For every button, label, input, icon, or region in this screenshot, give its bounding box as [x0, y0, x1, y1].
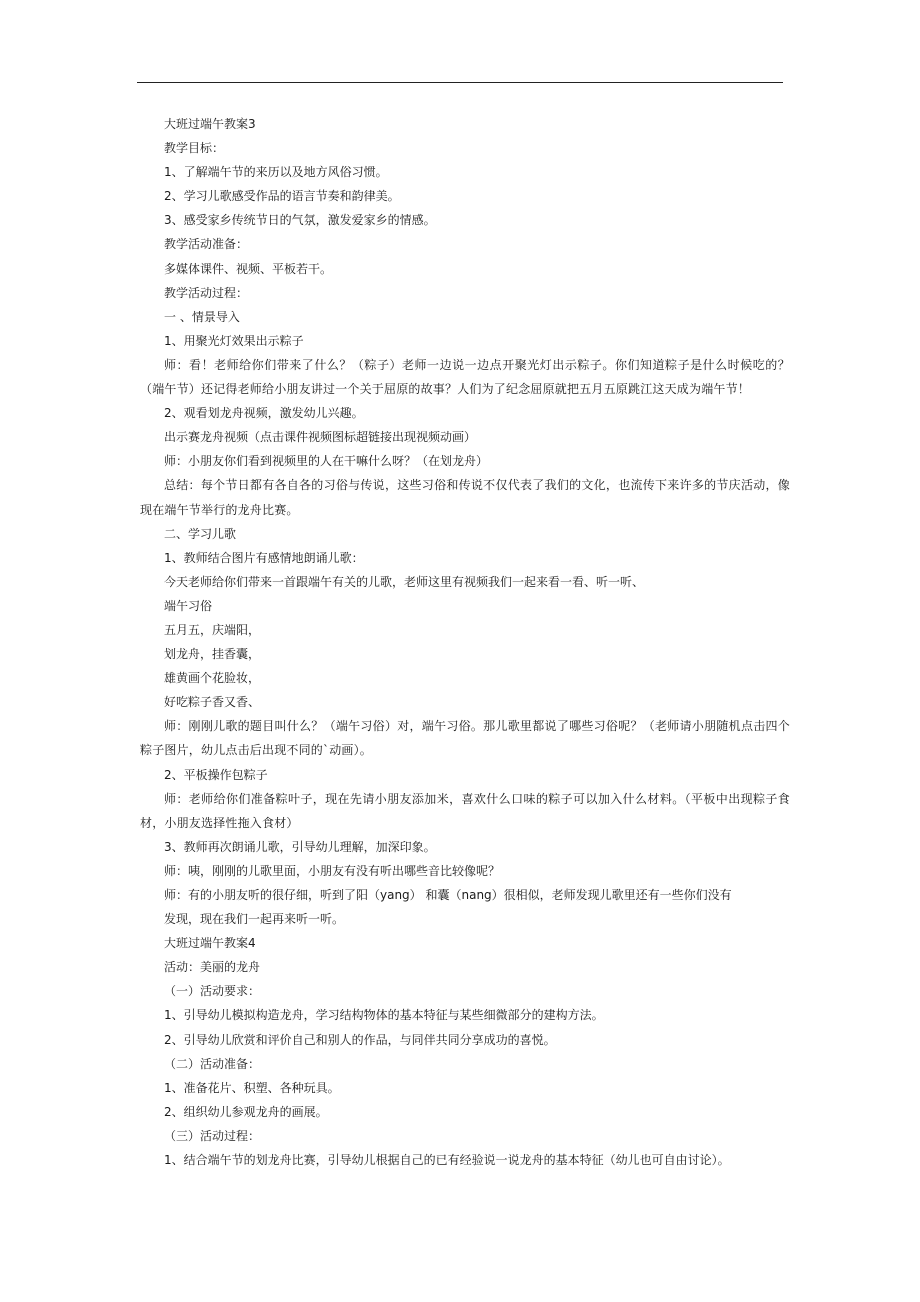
section-heading: 教学活动过程：: [164, 285, 249, 300]
section-heading: （三）活动过程：: [164, 1128, 261, 1143]
poem-line: 五月五，庆端阳，: [164, 622, 261, 637]
list-item: 2、平板操作包粽子: [164, 767, 268, 782]
paragraph: 师：小朋友你们看到视频里的人在干嘛什么呀？（在划龙舟）: [164, 454, 489, 469]
paragraph: 发现，现在我们一起再来听一听。: [164, 912, 345, 927]
list-item: 3、教师再次朗诵儿歌，引导幼儿理解，加深印象。: [164, 839, 436, 854]
poem-line: 雄黄画个花脸妆，: [164, 671, 261, 686]
list-item: 2、学习儿歌感受作品的语言节奏和韵律美。: [164, 189, 400, 204]
list-item: 3、感受家乡传统节日的气氛，激发爱家乡的情感。: [164, 213, 436, 228]
paragraph: 师：有的小朋友听的很仔细，听到了阳（yang） 和囊（nang）很相似，老师发现儿歌里还有一些你们没有: [164, 888, 732, 902]
section-heading: 二、学习儿歌: [164, 526, 237, 541]
lesson-title: 大班过端午教案3: [164, 117, 256, 131]
poem-title: 端午习俗: [164, 598, 213, 613]
section-heading: 一 、情景导入: [164, 309, 240, 324]
list-item: 1、教师结合图片有感情地朗诵儿歌：: [164, 550, 364, 565]
document-body: [140, 112, 790, 1172]
section-heading: （二）活动准备：: [164, 1056, 261, 1071]
paragraph: 多媒体课件、视频、平板若干。: [164, 261, 333, 276]
list-item: 2、引导幼儿欣赏和评价自己和别人的作品，与同伴共同分享成功的喜悦。: [164, 1032, 556, 1047]
paragraph: 今天老师给你们带来一首跟端午有关的儿歌，老师这里有视频我们一起来看一看、听一听、: [164, 574, 645, 589]
paragraph: 出示赛龙舟视频（点击课件视频图标超链接出现视频动画）: [164, 430, 477, 445]
list-item: 2、组织幼儿参观龙舟的画展。: [164, 1104, 328, 1119]
section-heading: （一）活动要求：: [164, 984, 261, 999]
paragraph: 师：咦，刚刚的儿歌里面，小朋友有没有听出哪些音比较像呢？: [164, 863, 501, 878]
poem-line: 好吃粽子香又香、: [164, 695, 261, 710]
paragraph: 活动：美丽的龙舟: [164, 960, 261, 975]
list-item: 2、观看划龙舟视频，激发幼儿兴趣。: [164, 406, 364, 421]
list-item: 1、结合端午节的划龙舟比赛，引导幼儿根据自己的已有经验说一说龙舟的基本特征（幼儿也可自由讨论）。: [164, 1153, 730, 1168]
list-item: 1、用聚光灯效果出示粽子: [164, 333, 304, 348]
poem-line: 划龙舟，挂香囊，: [164, 647, 261, 662]
lesson-title: 大班过端午教案4: [164, 936, 256, 951]
paragraph: 师：老师给你们准备粽叶子，现在先请小朋友添加米，喜欢什么口味的粽子可以加入什么材料。（平板中出现粽子食材，小朋友选择性拖入食材）: [140, 791, 790, 830]
section-heading: 教学活动准备：: [164, 237, 249, 252]
list-item: 1、引导幼儿模拟构造龙舟，学习结构物体的基本特征与某些细微部分的建构方法。: [164, 1008, 604, 1023]
paragraph: 师：刚刚儿歌的题目叫什么？（端午习俗）对，端午习俗。那儿歌里都说了哪些习俗呢？（老师请小朋随机点击四个粽子图片，幼儿点击后出现不同的`动画）。: [140, 719, 790, 758]
list-item: 1、了解端午节的来历以及地方风俗习惯。: [164, 165, 388, 180]
list-item: 1、准备花片、积塑、各种玩具。: [164, 1080, 340, 1095]
header-rule: [137, 82, 783, 83]
paragraph: 总结：每个节日都有各自各的习俗与传说，这些习俗和传说不仅代表了我们的文化，也流传下来许多的节庆活动，像现在端午节举行的龙舟比赛。: [140, 478, 790, 517]
section-heading: 教学目标：: [164, 141, 225, 156]
paragraph: 师：看！老师给你们带来了什么？（粽子）老师一边说一边点开聚光灯出示粽子。你们知道粽子是什么时候吃的？（端午节）还记得老师给小朋友讲过一个关于屈原的故事？人们为了纪念屈原就把五月五原跳江这天成为端午节！: [140, 357, 790, 397]
